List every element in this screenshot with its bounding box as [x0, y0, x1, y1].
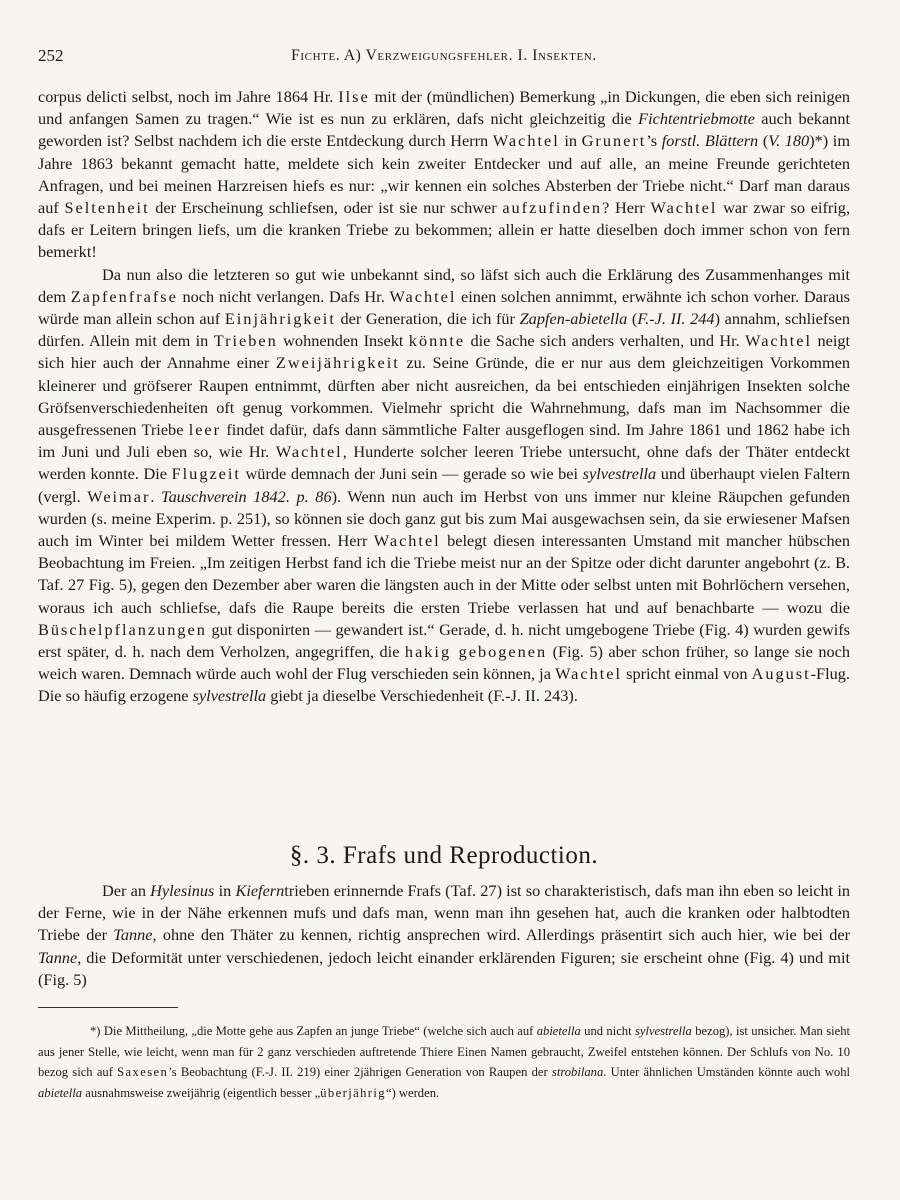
italic-run: forstl. Blättern [661, 131, 759, 151]
text-run: zu. Seine Gründe, die er nur aus dem gleichzeitigen Vorkommen kleinerer und gröfserer Raupen entnimmt, dürften aber nicht ausreichen, da bei entschieden einjährigen Insekten solche Gröfsenverschiedenheiten oft genug vorkommen. Vielmehr spricht die Wahrnehmung, dafs man im Nachsommer die ausgefressenen Triebe [38, 353, 850, 440]
spaced-run: Büschelpflanzungen [38, 619, 207, 639]
spaced-run: Wachtel [373, 531, 441, 551]
text-run: bezog), ist unsicher. Man sieht aus jener Stelle, wie leicht, wenn man für 2 ganz verschieden auftretende Thiere Einen Namen gebraucht, Zweifel entstehen können. Der Schlufs von No. 10 bezog sich auf [38, 1024, 850, 1079]
spaced-run: August [751, 664, 811, 684]
spaced-run: Einjährigkeit [224, 309, 336, 329]
text-run: in [214, 881, 236, 900]
text-run: ’s Beobachtung (F.-J. II. 219) einer 2jährigen Generation von Raupen der [168, 1065, 552, 1079]
text-run: Da nun also die letzteren so gut wie unbekannt sind, so läfst sich auch die Erklärung des Zusammenhanges mit dem [38, 264, 850, 306]
text-run: noch nicht verlangen. Dafs Hr. [177, 286, 390, 306]
spaced-run: Wachtel [275, 442, 343, 462]
spaced-run: Wachtel [492, 131, 560, 151]
spaced-run: Wachtel [389, 286, 457, 306]
page-number: 252 [38, 46, 64, 65]
italic-run: Tanne [113, 925, 153, 945]
text-run: würde demnach der Juni sein — gerade so wie bei [240, 464, 583, 484]
main-text [38, 86, 850, 708]
spaced-run: leer [188, 420, 222, 440]
text-run: auch bekannt geworden ist? Selbst nachdem ich die erste Entdeckung durch Herrn [38, 109, 850, 151]
italic-run: V. 180 [768, 131, 810, 151]
spaced-run: Grunert [581, 131, 647, 151]
italic-run: Zapfen-abietella [519, 309, 628, 329]
text-run: ) annahm, schliefsen dürfen. Allein mit dem in [38, 309, 850, 351]
text-run: , die Deformität unter verschiedenen, jedoch leicht einander erklärenden Figuren; sie erscheint ohne (Fig. 4) und mit (Fig. 5) [38, 947, 850, 989]
paragraph [38, 86, 850, 264]
italic-run: abietella [38, 1085, 83, 1100]
text-run: (Fig. 5) aber schon früher, so lange sie noch weich waren. Demnach würde auch wohl der Flug verschieden sein können, ja [38, 642, 851, 684]
text-run: gut disponirten — gewandert ist.“ Gerade, d. h. nicht umgebogene Triebe (Fig. 4) wurden gewifs erst später, d. h. nach dem Verholzen, angegriffen, die [38, 619, 850, 662]
spaced-run: hakig gebogenen [404, 642, 548, 662]
italic-run: sylvestrella [582, 464, 657, 484]
section-text [38, 880, 850, 991]
text-run: mit der (mündlichen) Bemerkung „in Dickungen, die eben sich reinigen und anfangen Samen zu tragen.“ Wie ist es nun zu erklären, dafs nicht gleichzeitig die [38, 87, 850, 129]
spaced-run: Wachtel [650, 198, 718, 218]
spaced-run: Saxesen [117, 1065, 169, 1079]
spaced-run: Zweijährigkeit [275, 353, 400, 373]
text-run: in [559, 131, 582, 151]
spaced-run: Flugzeit [171, 464, 241, 484]
spaced-run: Zapfenfrafse [70, 286, 178, 306]
spaced-run: Wachtel [745, 331, 813, 351]
text-run: findet dafür, dafs dann sämmtliche Falter ausgeflogen sind. Im Jahre 1861 und 1862 habe ich im Juni und Juli eben so, wie Hr. [38, 420, 850, 462]
text-run: die Sache sich anders verhalten, und Hr. [465, 331, 746, 351]
text-run: giebt ja dieselbe Verschiedenheit (F.-J. II. 243). [266, 686, 578, 706]
text-run: wohnenden Insekt [277, 331, 409, 351]
paragraph [38, 264, 850, 708]
text-run: spricht einmal von [622, 664, 752, 684]
text-run: ( [758, 131, 769, 151]
footnote-divider [38, 1007, 178, 1008]
paragraph [38, 880, 850, 991]
italic-run: Hylesinus [150, 881, 215, 900]
spaced-run: Seltenheit [64, 198, 150, 218]
text-run: , Hunderte solcher leeren Triebe untersucht, ohne dafs der Thäter entdeckt werden konnte. Die [38, 442, 850, 484]
text-run: ausnahmsweise zweijährig (eigentlich besser „ [82, 1085, 321, 1100]
spaced-run: Weimar [87, 486, 151, 506]
spaced-run: Wachtel [555, 664, 623, 684]
spaced-run: Trieben [213, 331, 278, 351]
italic-run: Tauschverein 1842. p. 86 [161, 486, 332, 506]
italic-run: strobilana [551, 1065, 604, 1079]
text-run: ? Herr [602, 198, 651, 218]
text-run: )*) im Jahre 1863 bekannt gemacht hatte, meldete sich kein zweiter Entdecker und auf alle, an meine Freunde gerichteten Anfragen, und bei meinen Harzreisen hiefs es nur: „wir kennen ein solches Absterben der Triebe nicht.“ Darf man daraus auf [38, 131, 850, 218]
text-run: ’s [646, 131, 662, 151]
italic-run: Fichtentriebmotte [638, 109, 755, 129]
italic-run: F.-J. II. 244 [637, 309, 715, 329]
text-run: einen solchen annimmt, erwähnte ich schon vorher. Daraus würde man allein schon auf [38, 286, 850, 329]
section-heading: §. 3. Frafs und Reproduction. [289, 842, 599, 869]
italic-run: Kiefern [235, 881, 285, 900]
footnote [38, 1021, 850, 1103]
text-run: neigt sich hier auch der Annahme einer [38, 331, 851, 373]
text-run: belegt diesen interessanten Umstand mit mancher hübschen Beobachtung im Freien. „Im zeitigen Herbst fand ich die Triebe meist nur an der Spitze oder dicht darunter angebohrt (z. B. Taf. 27 Fig. 5), gegen den Dezember aber waren die längsten auch in der Mitte oder selbst unten mit Bohrlöchern versehen, woraus ich auch schliefse, dafs die Raupe bereits die ersten Triebe verlassen hat und auf benachbarte — wozu die [38, 531, 850, 617]
text-run: Der an [102, 881, 151, 900]
running-title: Fichte. A) Verzweigungsfehler. I. Insekten. [291, 47, 597, 64]
text-run: ). Wenn nun auch im Herbst von uns immer nur kleine Räupchen gefunden wurden (s. meine Experim. p. 251), so können sie doch ganz gut bis zum Mai ausgewachsen sein, da sie erwiesener Mafsen auch im Winter bei mildem Wetter fressen. Herr [38, 486, 850, 551]
text-run: -Flug. Die so häufig erzogene [38, 664, 850, 706]
spaced-run: aufzufinden [502, 198, 603, 218]
text-run: . [150, 486, 162, 506]
footnote-text [38, 1021, 850, 1103]
italic-run: Tanne [38, 947, 78, 967]
text-run: corpus delicti selbst, noch im Jahre 1864 Hr. [38, 87, 339, 106]
text-run: “) werden. [386, 1085, 440, 1100]
italic-run: abietella [536, 1024, 581, 1038]
page-header [38, 46, 850, 70]
spaced-run: Ilse [338, 87, 370, 106]
text-run: ( [627, 309, 638, 329]
text-run: der Generation, die ich für [335, 309, 520, 329]
text-run: war zwar so eifrig, dafs er Leitern bringen liefs, um die kranken Triebe zu bekommen; allein er hatte dieselben doch immer schon von fern bemerkt! [38, 198, 851, 262]
text-run: der Erscheinung schliefsen, oder ist sie nur schwer [149, 198, 503, 218]
spaced-run: könnte [408, 331, 466, 351]
text-run: und überhaupt vielen Faltern (vergl. [38, 464, 851, 506]
text-run: trieben erinnernde Frafs (Taf. 27) ist so charakteristisch, dafs man ihn eben so leicht in der Ferne, wie in der Nähe erkennen mufs und dafs man, wenn man ihn gesehen hat, auch die kranken oder halbtodten Triebe der [38, 881, 851, 945]
italic-run: sylvestrella [192, 686, 267, 706]
text-run: , ohne den Thäter zu kennen, richtig ansprechen wird. Allerdings präsentirt sich auch hier, wie bei der [152, 925, 850, 945]
spaced-run: überjährig [320, 1085, 386, 1100]
text-run: und nicht [580, 1024, 635, 1038]
text-run: *) Die Mittheilung, „die Motte gehe aus Zapfen an junge Triebe“ (welche sich auch auf [90, 1024, 537, 1038]
text-run: . Unter ähnlichen Umständen könnte auch wohl [603, 1065, 851, 1079]
italic-run: sylvestrella [634, 1024, 692, 1038]
